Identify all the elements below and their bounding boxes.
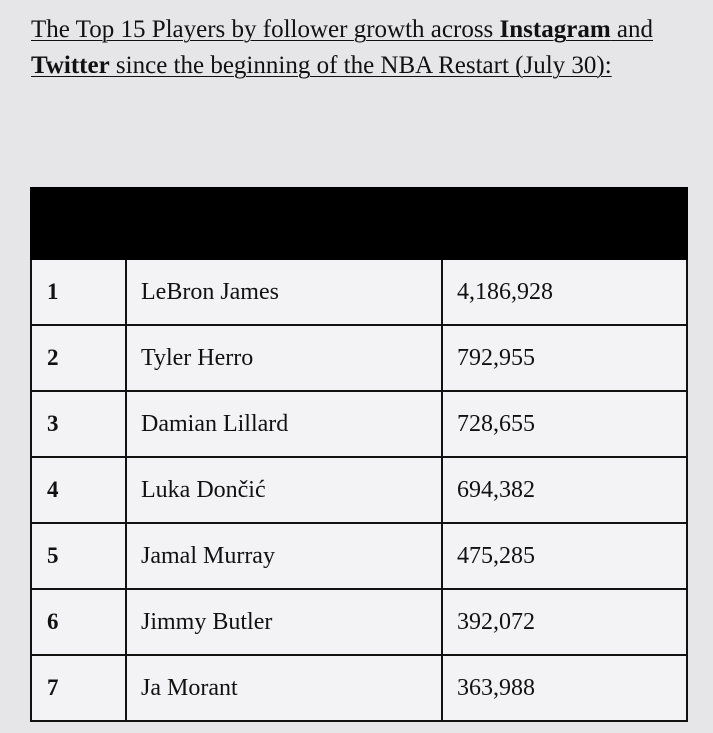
rank-cell: 3 [31, 391, 126, 457]
rank-cell: 4 [31, 457, 126, 523]
follower-growth-cell: 728,655 [442, 391, 687, 457]
header-cell-rank [31, 188, 126, 259]
table-header-row [31, 188, 687, 259]
header-cell-followers [442, 188, 687, 259]
heading-twitter: Twitter [31, 52, 110, 79]
rank-cell: 6 [31, 589, 126, 655]
player-name-cell: Damian Lillard [126, 391, 442, 457]
table-row [31, 259, 687, 325]
heading-text-2: and [610, 16, 653, 43]
follower-growth-cell: 694,382 [442, 457, 687, 523]
follower-growth-cell: 475,285 [442, 523, 687, 589]
table-header [31, 188, 687, 259]
player-name-cell: LeBron James [126, 259, 442, 325]
table-row [31, 655, 687, 721]
player-name-cell: Tyler Herro [126, 325, 442, 391]
player-name-cell: Luka Dončić [126, 457, 442, 523]
table-row [31, 457, 687, 523]
player-name-cell: Jimmy Butler [126, 589, 442, 655]
follower-growth-cell: 792,955 [442, 325, 687, 391]
heading-text-3: since the beginning of the NBA Restart (July 30): [109, 52, 612, 79]
heading-text-1: The Top 15 Players by follower growth across [31, 16, 500, 43]
rank-cell: 5 [31, 523, 126, 589]
table-row [31, 589, 687, 655]
player-ranking-table [30, 187, 688, 722]
table-row [31, 523, 687, 589]
follower-growth-cell: 392,072 [442, 589, 687, 655]
follower-growth-cell: 363,988 [442, 655, 687, 721]
rank-cell: 2 [31, 325, 126, 391]
header-cell-player [126, 188, 442, 259]
heading-instagram: Instagram [499, 16, 611, 43]
table-body [31, 259, 687, 721]
table-row [31, 325, 687, 391]
rank-cell: 1 [31, 259, 126, 325]
player-name-cell: Jamal Murray [126, 523, 442, 589]
table-row [31, 391, 687, 457]
rank-cell: 7 [31, 655, 126, 721]
article-heading [31, 12, 701, 84]
follower-growth-cell: 4,186,928 [442, 259, 687, 325]
player-name-cell: Ja Morant [126, 655, 442, 721]
